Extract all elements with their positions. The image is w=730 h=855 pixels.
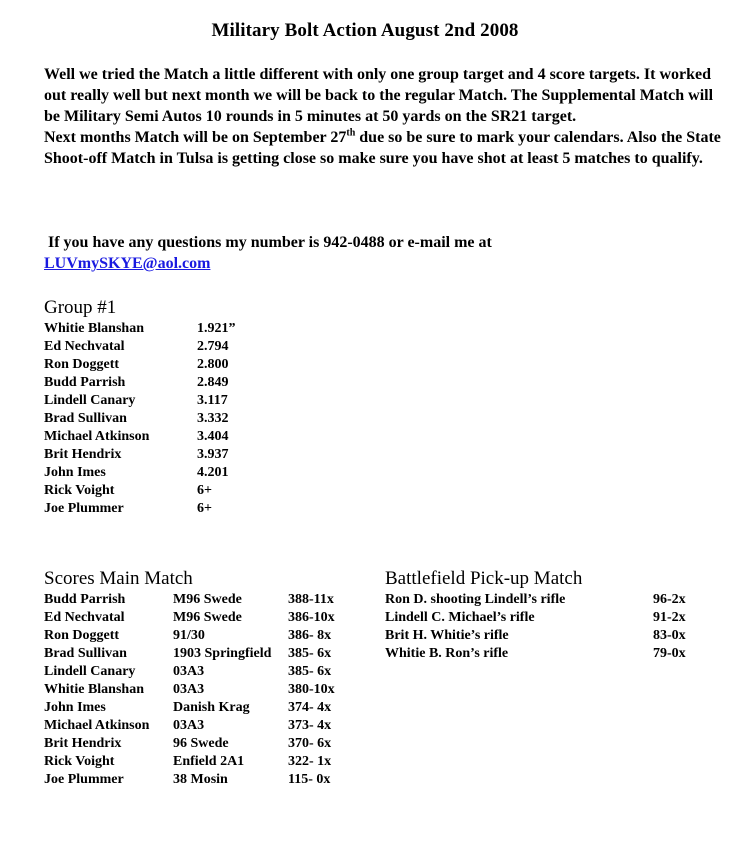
pickup-description: Brit H. Whitie’s rifle: [385, 628, 509, 643]
table-row: [44, 717, 374, 735]
email-link[interactable]: LUVmySKYE@aol.com: [44, 255, 211, 272]
table-row: [44, 446, 344, 464]
table-row: [44, 428, 344, 446]
table-row: [44, 464, 344, 482]
score: 385- 6x: [288, 664, 332, 679]
score: 370- 6x: [288, 736, 332, 751]
group-size: 3.404: [197, 429, 229, 444]
group-size: 4.201: [197, 465, 229, 480]
shooter-name: Joe Plummer: [44, 501, 124, 516]
pickup-description: Ron D. shooting Lindell’s rifle: [385, 592, 566, 607]
score: 96-2x: [653, 592, 686, 607]
table-row: [44, 735, 374, 753]
intro-paragraph-1: Well we tried the Match a little different with only one group target and 4 score targets. It worked out really well but next month we will be back to the regular Match. The Supplemental Match will be Military Semi Autos 10 rounds in 5 minutes at 50 yards on the SR21 target.: [44, 66, 714, 125]
shooter-name: Budd Parrish: [44, 375, 126, 390]
table-row: [44, 609, 374, 627]
page-title: Military Bolt Action August 2nd 2008: [211, 20, 519, 41]
score: 374- 4x: [288, 700, 332, 715]
shooter-name: Ron Doggett: [44, 357, 120, 372]
table-row: [44, 410, 344, 428]
score: 91-2x: [653, 610, 686, 625]
score: 386- 8x: [288, 628, 332, 643]
main-match-heading: Scores Main Match: [44, 568, 193, 589]
group-size: 6+: [197, 501, 212, 516]
score: 385- 6x: [288, 646, 332, 661]
table-row: [385, 645, 715, 663]
shooter-name: Ed Nechvatal: [44, 339, 125, 354]
table-row: [44, 753, 374, 771]
pickup-description: Lindell C. Michael’s rifle: [385, 610, 535, 625]
group1-heading: Group #1: [44, 297, 117, 318]
shooter-name: Brad Sullivan: [44, 646, 127, 661]
shooter-name: Rick Voight: [44, 754, 115, 769]
rifle-name: 1903 Springfield: [173, 646, 272, 661]
shooter-name: Michael Atkinson: [44, 429, 150, 444]
intro-p2-start: Next months Match will be on September 27: [44, 129, 347, 146]
shooter-name: Brit Hendrix: [44, 736, 122, 751]
score: 373- 4x: [288, 718, 332, 733]
table-row: [385, 627, 715, 645]
rifle-name: Enfield 2A1: [173, 754, 245, 769]
rifle-name: 03A3: [173, 664, 205, 679]
shooter-name: Lindell Canary: [44, 393, 136, 408]
shooter-name: Michael Atkinson: [44, 718, 150, 733]
score: 115- 0x: [288, 772, 331, 787]
rifle-name: 38 Mosin: [173, 772, 228, 787]
main-match-list: [44, 591, 374, 789]
table-row: [44, 627, 374, 645]
shooter-name: Budd Parrish: [44, 592, 126, 607]
score: 322- 1x: [288, 754, 332, 769]
group-size: 2.794: [197, 339, 229, 354]
shooter-name: Brad Sullivan: [44, 411, 127, 426]
table-row: [44, 392, 344, 410]
contact-info: [44, 232, 704, 274]
score: 388-11x: [288, 592, 334, 607]
table-row: [44, 771, 374, 789]
score: 79-0x: [653, 646, 686, 661]
table-row: [44, 681, 374, 699]
score: 386-10x: [288, 610, 335, 625]
table-row: [385, 609, 715, 627]
table-row: [385, 591, 715, 609]
table-row: [44, 374, 344, 392]
score: 380-10x: [288, 682, 335, 697]
table-row: [44, 338, 344, 356]
rifle-name: Danish Krag: [173, 700, 250, 715]
rifle-name: M96 Swede: [173, 610, 242, 625]
shooter-name: Joe Plummer: [44, 772, 124, 787]
intro-paragraph-2: [44, 127, 724, 169]
group-size: 6+: [197, 483, 212, 498]
table-row: [44, 500, 344, 518]
rifle-name: 96 Swede: [173, 736, 229, 751]
shooter-name: Rick Voight: [44, 483, 115, 498]
group-size: 3.937: [197, 447, 229, 462]
group-size: 1.921”: [197, 321, 236, 336]
table-row: [44, 482, 344, 500]
shooter-name: John Imes: [44, 465, 106, 480]
group-size: 3.117: [197, 393, 228, 408]
pickup-match-list: [385, 591, 715, 663]
intro-p2-superscript: th: [346, 127, 356, 139]
shooter-name: John Imes: [44, 700, 106, 715]
group-size: 2.849: [197, 375, 229, 390]
rifle-name: 91/30: [173, 628, 205, 643]
pickup-description: Whitie B. Ron’s rifle: [385, 646, 509, 661]
group-size: 2.800: [197, 357, 229, 372]
intro-text: [44, 64, 724, 169]
rifle-name: 03A3: [173, 682, 205, 697]
shooter-name: Brit Hendrix: [44, 447, 122, 462]
shooter-name: Ron Doggett: [44, 628, 120, 643]
group1-list: [44, 320, 344, 518]
table-row: [44, 663, 374, 681]
shooter-name: Lindell Canary: [44, 664, 136, 679]
shooter-name: Whitie Blanshan: [44, 321, 144, 336]
pickup-match-heading: Battlefield Pick-up Match: [385, 568, 583, 589]
score: 83-0x: [653, 628, 686, 643]
rifle-name: M96 Swede: [173, 592, 242, 607]
table-row: [44, 699, 374, 717]
table-row: [44, 320, 344, 338]
table-row: [44, 356, 344, 374]
shooter-name: Whitie Blanshan: [44, 682, 144, 697]
rifle-name: 03A3: [173, 718, 205, 733]
shooter-name: Ed Nechvatal: [44, 610, 125, 625]
table-row: [44, 645, 374, 663]
contact-text: If you have any questions my number is 942-0488 or e-mail me at: [48, 234, 492, 251]
table-row: [44, 591, 374, 609]
group-size: 3.332: [197, 411, 229, 426]
intro-p2-end: due so be sure to mark your calendars. Also the State Shoot-off Match in Tulsa is getting close so make sure you have shot at least 5 matches to qualify.: [44, 129, 721, 167]
